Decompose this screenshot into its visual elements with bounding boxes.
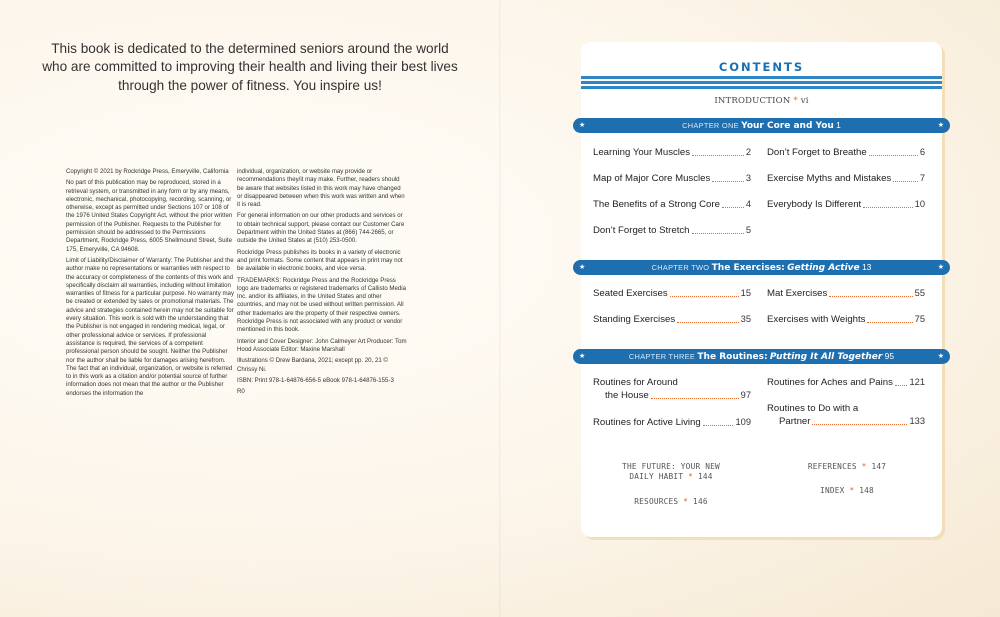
back-matter-title-cont: DAILY HABIT — [629, 472, 684, 481]
dot-leader — [692, 233, 744, 234]
chapter-label: CHAPTER THREE — [628, 352, 696, 361]
copyright-paragraph: Rockridge Press publishes its books in a variety of electronic and print formats. Some content that appears in print may not be available in electronic books, and vice versa. — [237, 248, 403, 273]
back-matter-page: 148 — [859, 486, 874, 495]
toc-entry-title: Mat Exercises — [767, 288, 828, 299]
copyright-column-2 — [237, 168, 407, 399]
copyright-paragraph: TRADEMARKS: Rockridge Press and the Rockridge Press logo are trademarks or registered trademarks of Callisto Media Inc. and/or its affiliates, in the United States and other countries, and may not be used without written permission. All other trademarks are the property of their respective owners. Rockridge Press is not associated with any product or vendor mentioned in this book. — [237, 276, 407, 334]
copyright-paragraph: For general information on our other products and services or to obtain technical support, please contact our Customer Care Department within the United States at (866) 744-2665, or outside the United States at (510) 253-0500. — [237, 212, 405, 245]
star-icon: * — [861, 462, 867, 471]
back-matter-title: RESOURCES — [634, 497, 679, 506]
toc-entry-title: Routines for Aches and Pains — [767, 377, 893, 388]
toc-entry-title: The Benefits of a Strong Core — [593, 199, 720, 210]
toc-entry-title: Don’t Forget to Breathe — [767, 147, 867, 158]
dot-leader — [867, 322, 912, 323]
toc-entry-title: Routines for Around — [593, 377, 678, 388]
chapter-subtitle: Putting It All Together — [769, 352, 883, 362]
toc-entry-page: 5 — [745, 225, 751, 235]
toc-entry-page: 6 — [919, 147, 925, 157]
star-icon: ★ — [937, 353, 944, 360]
back-matter-title: REFERENCES — [807, 462, 857, 471]
back-matter-page: 147 — [871, 462, 887, 471]
toc-entry[interactable] — [593, 198, 751, 211]
toc-entry[interactable] — [767, 172, 925, 185]
toc-entry[interactable] — [593, 146, 751, 159]
toc-entry-page: 109 — [735, 417, 751, 427]
copyright-paragraph: individual, organization, or website may provide or recommendations they/it may make. Further, readers should be aware that websites listed in this work may have changed or disappeared between when this work was written and when it is read. — [237, 168, 405, 209]
chapter-subtitle: Getting Active — [787, 263, 860, 273]
chapter-title: The Routines: — [697, 352, 768, 362]
dot-leader — [692, 155, 744, 156]
chapter-three-banner[interactable] — [573, 349, 950, 364]
star-icon: * — [793, 96, 798, 106]
toc-entry-title: Map of Major Core Muscles — [593, 173, 711, 184]
toc-entry[interactable] — [767, 198, 925, 211]
copyright-paragraph: Limit of Liability/Disclaimer of Warranty: The Publisher and the author make no representations or warranties with respect to the accuracy or completeness of the contents of this work and specifically disclaim all warranties, including without limitation warranties of fitness for a particular purpose. No warranty may be created or extended by sales or promotional materials. The advice and strategies contained herein may not be suitable for every situation. This work is sold with the understanding that the Publisher is not engaged in rendering medical, legal, or other professional advice or services. If professional assistance is required, the services of a competent professional person should be sought. Neither the Publisher nor the author shall be liable for damages arising herefrom. The fact that an individual, organization, or website is referred to in this work as a citation and/or potential source of further information does not mean that the author or the Publisher endorses the information the — [66, 256, 234, 397]
dot-leader — [651, 398, 739, 399]
chapter-two-banner[interactable] — [573, 260, 950, 275]
toc-entry[interactable] — [593, 287, 751, 300]
back-matter-title: INDEX — [820, 486, 845, 495]
star-icon: ★ — [937, 264, 944, 271]
back-matter-page: 144 — [697, 472, 713, 481]
credits-paragraph: Interior and Cover Designer: John Calmeyer Art Producer: Tom Hood Associate Editor: Maxine Marshall — [237, 337, 407, 353]
printing-code: R0 — [237, 388, 245, 396]
toc-entry-title-cont: the House — [605, 390, 649, 401]
toc-entry-page: 75 — [914, 314, 925, 324]
toc-entry[interactable] — [767, 313, 925, 326]
toc-entry-title: Don’t Forget to Stretch — [593, 225, 690, 236]
dot-leader — [893, 181, 918, 182]
back-matter-page: 146 — [693, 497, 708, 506]
intro-label: INTRODUCTION — [714, 96, 791, 106]
toc-entry-page: 10 — [914, 199, 925, 209]
toc-entry-title: Routines to Do with a — [767, 403, 859, 414]
toc-entry-title: Exercises with Weights — [767, 314, 866, 325]
star-icon: * — [688, 472, 694, 481]
chapter-one-banner[interactable] — [573, 118, 950, 133]
dot-leader — [829, 296, 912, 297]
toc-entry-title: Learning Your Muscles — [593, 147, 691, 158]
star-icon: ★ — [937, 122, 944, 129]
toc-entry-page: 3 — [745, 173, 751, 183]
toc-entry-page: 4 — [745, 199, 751, 209]
dot-leader — [677, 322, 739, 323]
copyright-column-1 — [66, 168, 236, 401]
toc-entry[interactable] — [767, 402, 925, 428]
back-matter-title: THE FUTURE: YOUR NEW — [622, 462, 720, 471]
toc-entry-page: 7 — [919, 173, 925, 183]
toc-entry[interactable] — [593, 416, 751, 429]
toc-entry-page: 97 — [740, 390, 751, 400]
star-icon: * — [849, 486, 855, 495]
credits-paragraph: Illustrations © Drew Bardana, 2021; except pp. 20, 21 © Chrissy Ni. — [237, 357, 388, 373]
toc-back-matter[interactable] — [601, 462, 741, 482]
toc-introduction[interactable] — [581, 96, 942, 106]
chapter-page: 95 — [884, 351, 895, 361]
header-stripes — [581, 76, 942, 91]
toc-entry[interactable] — [767, 287, 925, 300]
dot-leader — [812, 424, 907, 425]
star-icon: * — [683, 497, 689, 506]
toc-entry-page: 2 — [745, 147, 751, 157]
chapter-title: Your Core and You — [741, 121, 834, 131]
contents-card — [581, 42, 942, 537]
dot-leader — [895, 385, 908, 386]
chapter-page: 1 — [836, 120, 841, 130]
toc-entry-page: 121 — [909, 377, 925, 387]
dot-leader — [722, 207, 744, 208]
toc-entry-title-cont: Partner — [779, 416, 811, 427]
isbn-paragraph: ISBN: Print 978-1-64876-656-5 eBook 978-1-64876-155-3 — [237, 376, 394, 384]
dot-leader — [670, 296, 739, 297]
toc-entry[interactable] — [767, 376, 925, 389]
toc-entry[interactable] — [593, 172, 751, 185]
toc-entry-title: Routines for Active Living — [593, 417, 701, 428]
toc-entry-title: Everybody Is Different — [767, 199, 862, 210]
toc-entry-page: 35 — [740, 314, 751, 324]
toc-entry-title: Standing Exercises — [593, 314, 676, 325]
star-icon: ★ — [579, 353, 586, 360]
toc-entry-page: 55 — [914, 288, 925, 298]
dot-leader — [869, 155, 918, 156]
toc-entry[interactable] — [593, 376, 751, 402]
toc-back-matter[interactable] — [777, 462, 917, 472]
intro-page: vi — [800, 96, 809, 106]
toc-entry-page: 133 — [909, 416, 925, 426]
dot-leader — [863, 207, 912, 208]
toc-back-matter[interactable] — [601, 497, 741, 507]
contents-title: CONTENTS — [718, 60, 805, 74]
star-icon: ★ — [579, 122, 586, 129]
chapter-page: 13 — [861, 262, 872, 272]
star-icon: ★ — [579, 264, 586, 271]
toc-entry-page: 15 — [740, 288, 751, 298]
toc-back-matter[interactable] — [777, 486, 917, 496]
toc-entry-title: Exercise Myths and Mistakes — [767, 173, 892, 184]
dedication-text: This book is dedicated to the determined seniors around the world who are committed to improving their health and living their best lives through the power of fitness. You inspire us! — [42, 41, 458, 93]
chapter-label: CHAPTER ONE — [682, 121, 739, 130]
chapter-label: CHAPTER TWO — [651, 263, 710, 272]
toc-entry-title: Seated Exercises — [593, 288, 668, 299]
copyright-paragraph: No part of this publication may be reproduced, stored in a retrieval system, or transmitted in any form or by any means, electronic, mechanical, photocopying, recording, scanning, or otherwise, except as permitted under Sections 107 or 108 of the 1976 United States Copyright Act, without the prior written permission of the Publisher. Requests to the Publisher for permission should be addressed to the Permissions Department, Rockridge Press, 6005 Shellmound Street, Suite 175, Emeryville, CA 94608. — [66, 179, 233, 253]
copyright-paragraph: Copyright © 2021 by Rockridge Press, Emeryville, California — [66, 168, 229, 175]
dot-leader — [703, 425, 734, 426]
toc-entry[interactable] — [767, 146, 925, 159]
dot-leader — [712, 181, 744, 182]
toc-entry[interactable] — [593, 313, 751, 326]
toc-entry[interactable] — [593, 224, 751, 237]
chapter-title: The Exercises: — [711, 263, 785, 273]
